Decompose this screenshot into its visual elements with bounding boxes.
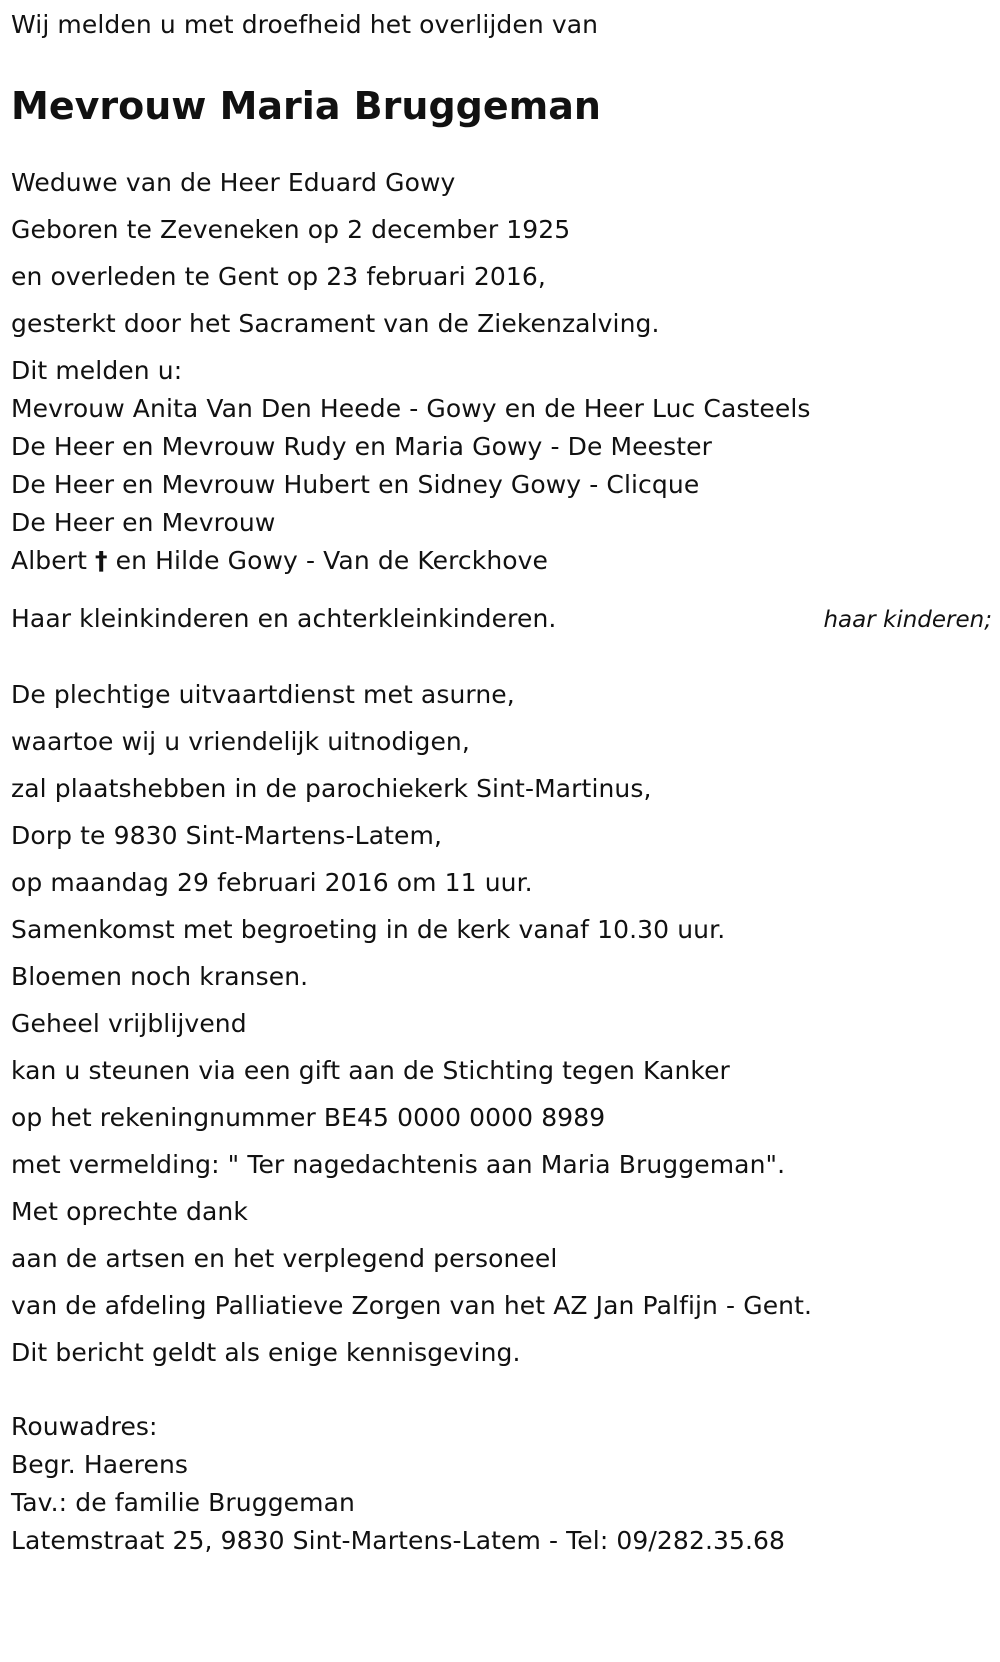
service-line: op het rekeningnummer BE45 0000 0000 8989	[11, 1103, 606, 1132]
service-line: Dit bericht geldt als enige kennisgeving.	[11, 1338, 521, 1367]
family-member: De Heer en Mevrouw	[11, 508, 276, 537]
service-line: zal plaatshebben in de parochiekerk Sint-Martinus,	[11, 774, 652, 803]
family-member: Mevrouw Anita Van Den Heede - Gowy en de Heer Luc Casteels	[11, 394, 811, 423]
address-line: Begr. Haerens	[11, 1450, 189, 1479]
service-line: op maandag 29 februari 2016 om 11 uur.	[11, 868, 533, 897]
bio-line: gesterkt door het Sacrament van de Ziekenzalving.	[11, 309, 660, 338]
family-member: De Heer en Mevrouw Rudy en Maria Gowy - De Meester	[11, 432, 713, 461]
address-line: Tav.: de familie Bruggeman	[11, 1488, 355, 1517]
address-line: Latemstraat 25, 9830 Sint-Martens-Latem - Tel: 09/282.35.68	[11, 1526, 786, 1555]
deceased-name: Mevrouw Maria Bruggeman	[11, 84, 601, 128]
children-note: haar kinderen;	[823, 607, 992, 633]
bio-line: Geboren te Zeveneken op 2 december 1925	[11, 215, 571, 244]
intro-text: Wij melden u met droefheid het overlijden van	[11, 10, 599, 39]
service-line: Dorp te 9830 Sint-Martens-Latem,	[11, 821, 442, 850]
family-member: De Heer en Mevrouw Hubert en Sidney Gowy - Clicque	[11, 470, 700, 499]
cross-icon: †	[95, 546, 108, 575]
service-line: waartoe wij u vriendelijk uitnodigen,	[11, 727, 470, 756]
family-member-name: en Hilde Gowy - Van de Kerckhove	[107, 546, 549, 575]
service-line: Bloemen noch kransen.	[11, 962, 309, 991]
service-line: kan u steunen via een gift aan de Stichting tegen Kanker	[11, 1056, 730, 1085]
service-line: van de afdeling Palliatieve Zorgen van het AZ Jan Palfijn - Gent.	[11, 1291, 813, 1320]
service-line: Met oprechte dank	[11, 1197, 248, 1226]
bio-line: en overleden te Gent op 23 februari 2016,	[11, 262, 546, 291]
bio-line: Weduwe van de Heer Eduard Gowy	[11, 168, 456, 197]
service-line: Geheel vrijblijvend	[11, 1009, 247, 1038]
family-member-name: Albert	[11, 546, 96, 575]
family-member	[11, 546, 548, 576]
family-header: Dit melden u:	[11, 356, 183, 385]
service-line: aan de artsen en het verplegend personeel	[11, 1244, 558, 1273]
service-line: Samenkomst met begroeting in de kerk vanaf 10.30 uur.	[11, 915, 726, 944]
service-line: De plechtige uitvaartdienst met asurne,	[11, 680, 515, 709]
grandchildren-line: Haar kleinkinderen en achterkleinkinderen.	[11, 604, 557, 633]
address-header: Rouwadres:	[11, 1412, 158, 1441]
service-line: met vermelding: " Ter nagedachtenis aan Maria Bruggeman".	[11, 1150, 786, 1179]
